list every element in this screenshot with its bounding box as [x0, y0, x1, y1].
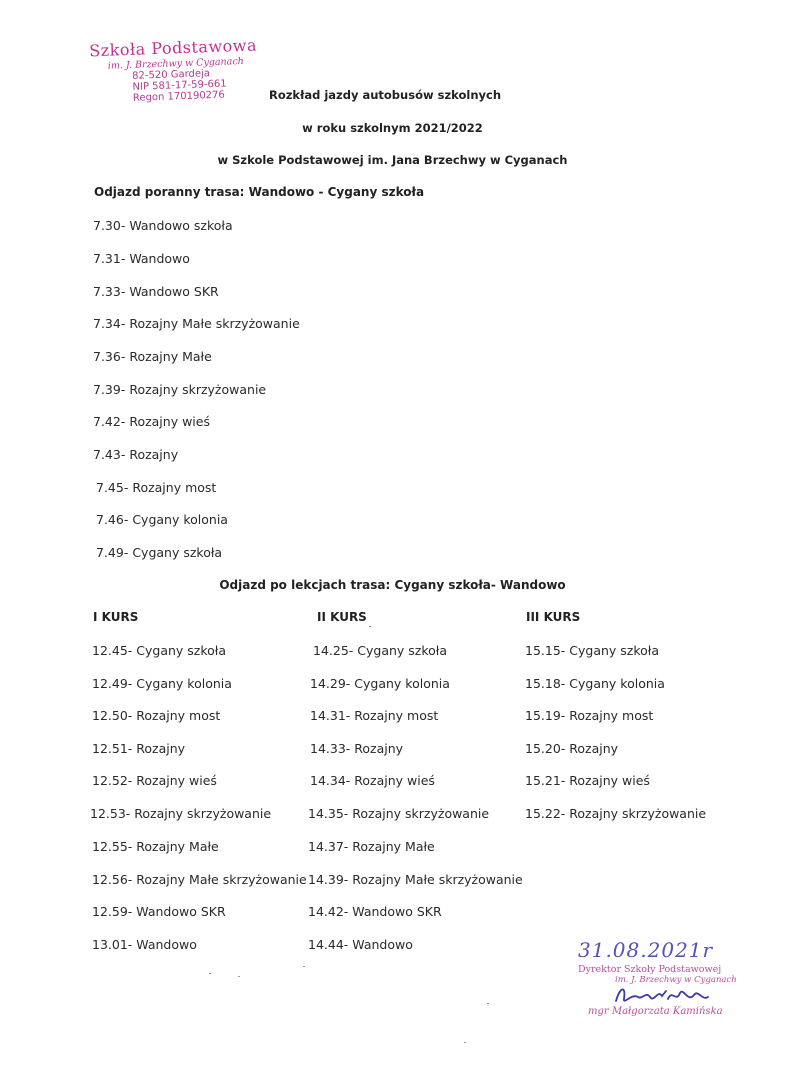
- course-stop: 14.35- Rozajny skrzyżowanie: [308, 806, 490, 821]
- scan-speck: [303, 966, 305, 967]
- course-stop: 15.18- Cygany kolonia: [525, 676, 665, 691]
- scan-speck: [209, 973, 211, 974]
- morning-stop: 7.49- Cygany szkoła: [96, 545, 223, 560]
- course-stop: 12.51- Rozajny: [92, 741, 186, 756]
- course-stop: 15.22- Rozajny skrzyżowanie: [525, 806, 707, 821]
- course-stop: 12.50- Rozajny most: [92, 708, 221, 723]
- course-stop: 14.39- Rozajny Małe skrzyżowanie: [308, 872, 523, 887]
- school-year-line: w roku szkolnym 2021/2022: [302, 121, 483, 135]
- course-stop: 14.42- Wandowo SKR: [308, 904, 442, 919]
- scan-speck: [464, 1042, 466, 1043]
- director-signature-block: [560, 938, 760, 1017]
- stamp-patron: im. J. Brzechwy w Cyganach: [107, 55, 244, 72]
- document-title: Rozkład jazdy autobusów szkolnych: [268, 88, 502, 102]
- director-title-line2: im. J. Brzechwy w Cyganach: [615, 975, 737, 985]
- course-stop: 14.29- Cygany kolonia: [310, 676, 450, 691]
- morning-stop: 7.45- Rozajny most: [96, 480, 217, 495]
- course-2-header: II KURS: [317, 610, 367, 624]
- morning-stop: 7.43- Rozajny: [93, 447, 179, 462]
- course-stop: 12.56- Rozajny Małe skrzyżowanie: [92, 872, 307, 887]
- stamp-regon: Regon 170190276: [132, 89, 225, 104]
- course-stop: 15.19- Rozajny most: [525, 708, 654, 723]
- stamp-nip: NIP 581-17-59-661: [132, 78, 227, 93]
- course-stop: 15.21- Rozajny wieś: [525, 773, 650, 788]
- stamp-address: 82-520 Gardeja: [131, 68, 211, 82]
- morning-stop: 7.30- Wandowo szkoła: [93, 218, 233, 233]
- morning-stop: 7.36- Rozajny Małe: [93, 349, 212, 364]
- course-stop: 14.44- Wandowo: [308, 937, 413, 952]
- course-stop: 12.59- Wandowo SKR: [92, 904, 226, 919]
- afternoon-route-title: Odjazd po lekcjach trasa: Cygany szkoła- Wandowo: [219, 578, 566, 592]
- course-3-header: III KURS: [526, 610, 581, 624]
- director-name: mgr Małgorzata Kamińska: [588, 1006, 723, 1017]
- course-stop: 12.45- Cygany szkoła: [92, 643, 227, 658]
- morning-stop: 7.33- Wandowo SKR: [93, 284, 219, 299]
- scan-speck: [369, 626, 371, 627]
- stamp-school-name: Szkoła Podstawowa: [88, 35, 258, 61]
- morning-route-title: Odjazd poranny trasa: Wandowo - Cygany szkoła: [94, 185, 425, 199]
- course-stop: 14.37- Rozajny Małe: [308, 839, 435, 854]
- morning-stop: 7.34- Rozajny Małe skrzyżowanie: [93, 316, 300, 331]
- course-stop: 12.49- Cygany kolonia: [92, 676, 232, 691]
- morning-stop: 7.39- Rozajny skrzyżowanie: [93, 382, 267, 397]
- signature-date: 31.08.2021r: [578, 938, 714, 962]
- course-stop: 13.01- Wandowo: [92, 937, 197, 952]
- director-title-line1: Dyrektor Szkoły Podstawowej: [578, 964, 722, 975]
- course-stop: 15.20- Rozajny: [525, 741, 619, 756]
- course-stop: 14.34- Rozajny wieś: [310, 773, 435, 788]
- morning-stop: 7.46- Cygany kolonia: [96, 512, 228, 527]
- morning-stop: 7.42- Rozajny wieś: [93, 414, 210, 429]
- school-name-line: w Szkole Podstawowej im. Jana Brzechwy w Cyganach: [217, 153, 568, 167]
- course-stop: 12.53- Rozajny skrzyżowanie: [90, 806, 272, 821]
- course-stop: 14.25- Cygany szkoła: [313, 643, 448, 658]
- course-stop: 14.31- Rozajny most: [310, 708, 439, 723]
- course-stop: 12.55- Rozajny Małe: [92, 839, 219, 854]
- scan-speck: [238, 976, 240, 977]
- morning-stop: 7.31- Wandowo: [93, 251, 190, 266]
- course-stop: 14.33- Rozajny: [310, 741, 404, 756]
- course-1-header: I KURS: [93, 610, 139, 624]
- course-stop: 12.52- Rozajny wieś: [92, 773, 217, 788]
- scan-speck: [487, 1003, 489, 1004]
- course-stop: 15.15- Cygany szkoła: [525, 643, 660, 658]
